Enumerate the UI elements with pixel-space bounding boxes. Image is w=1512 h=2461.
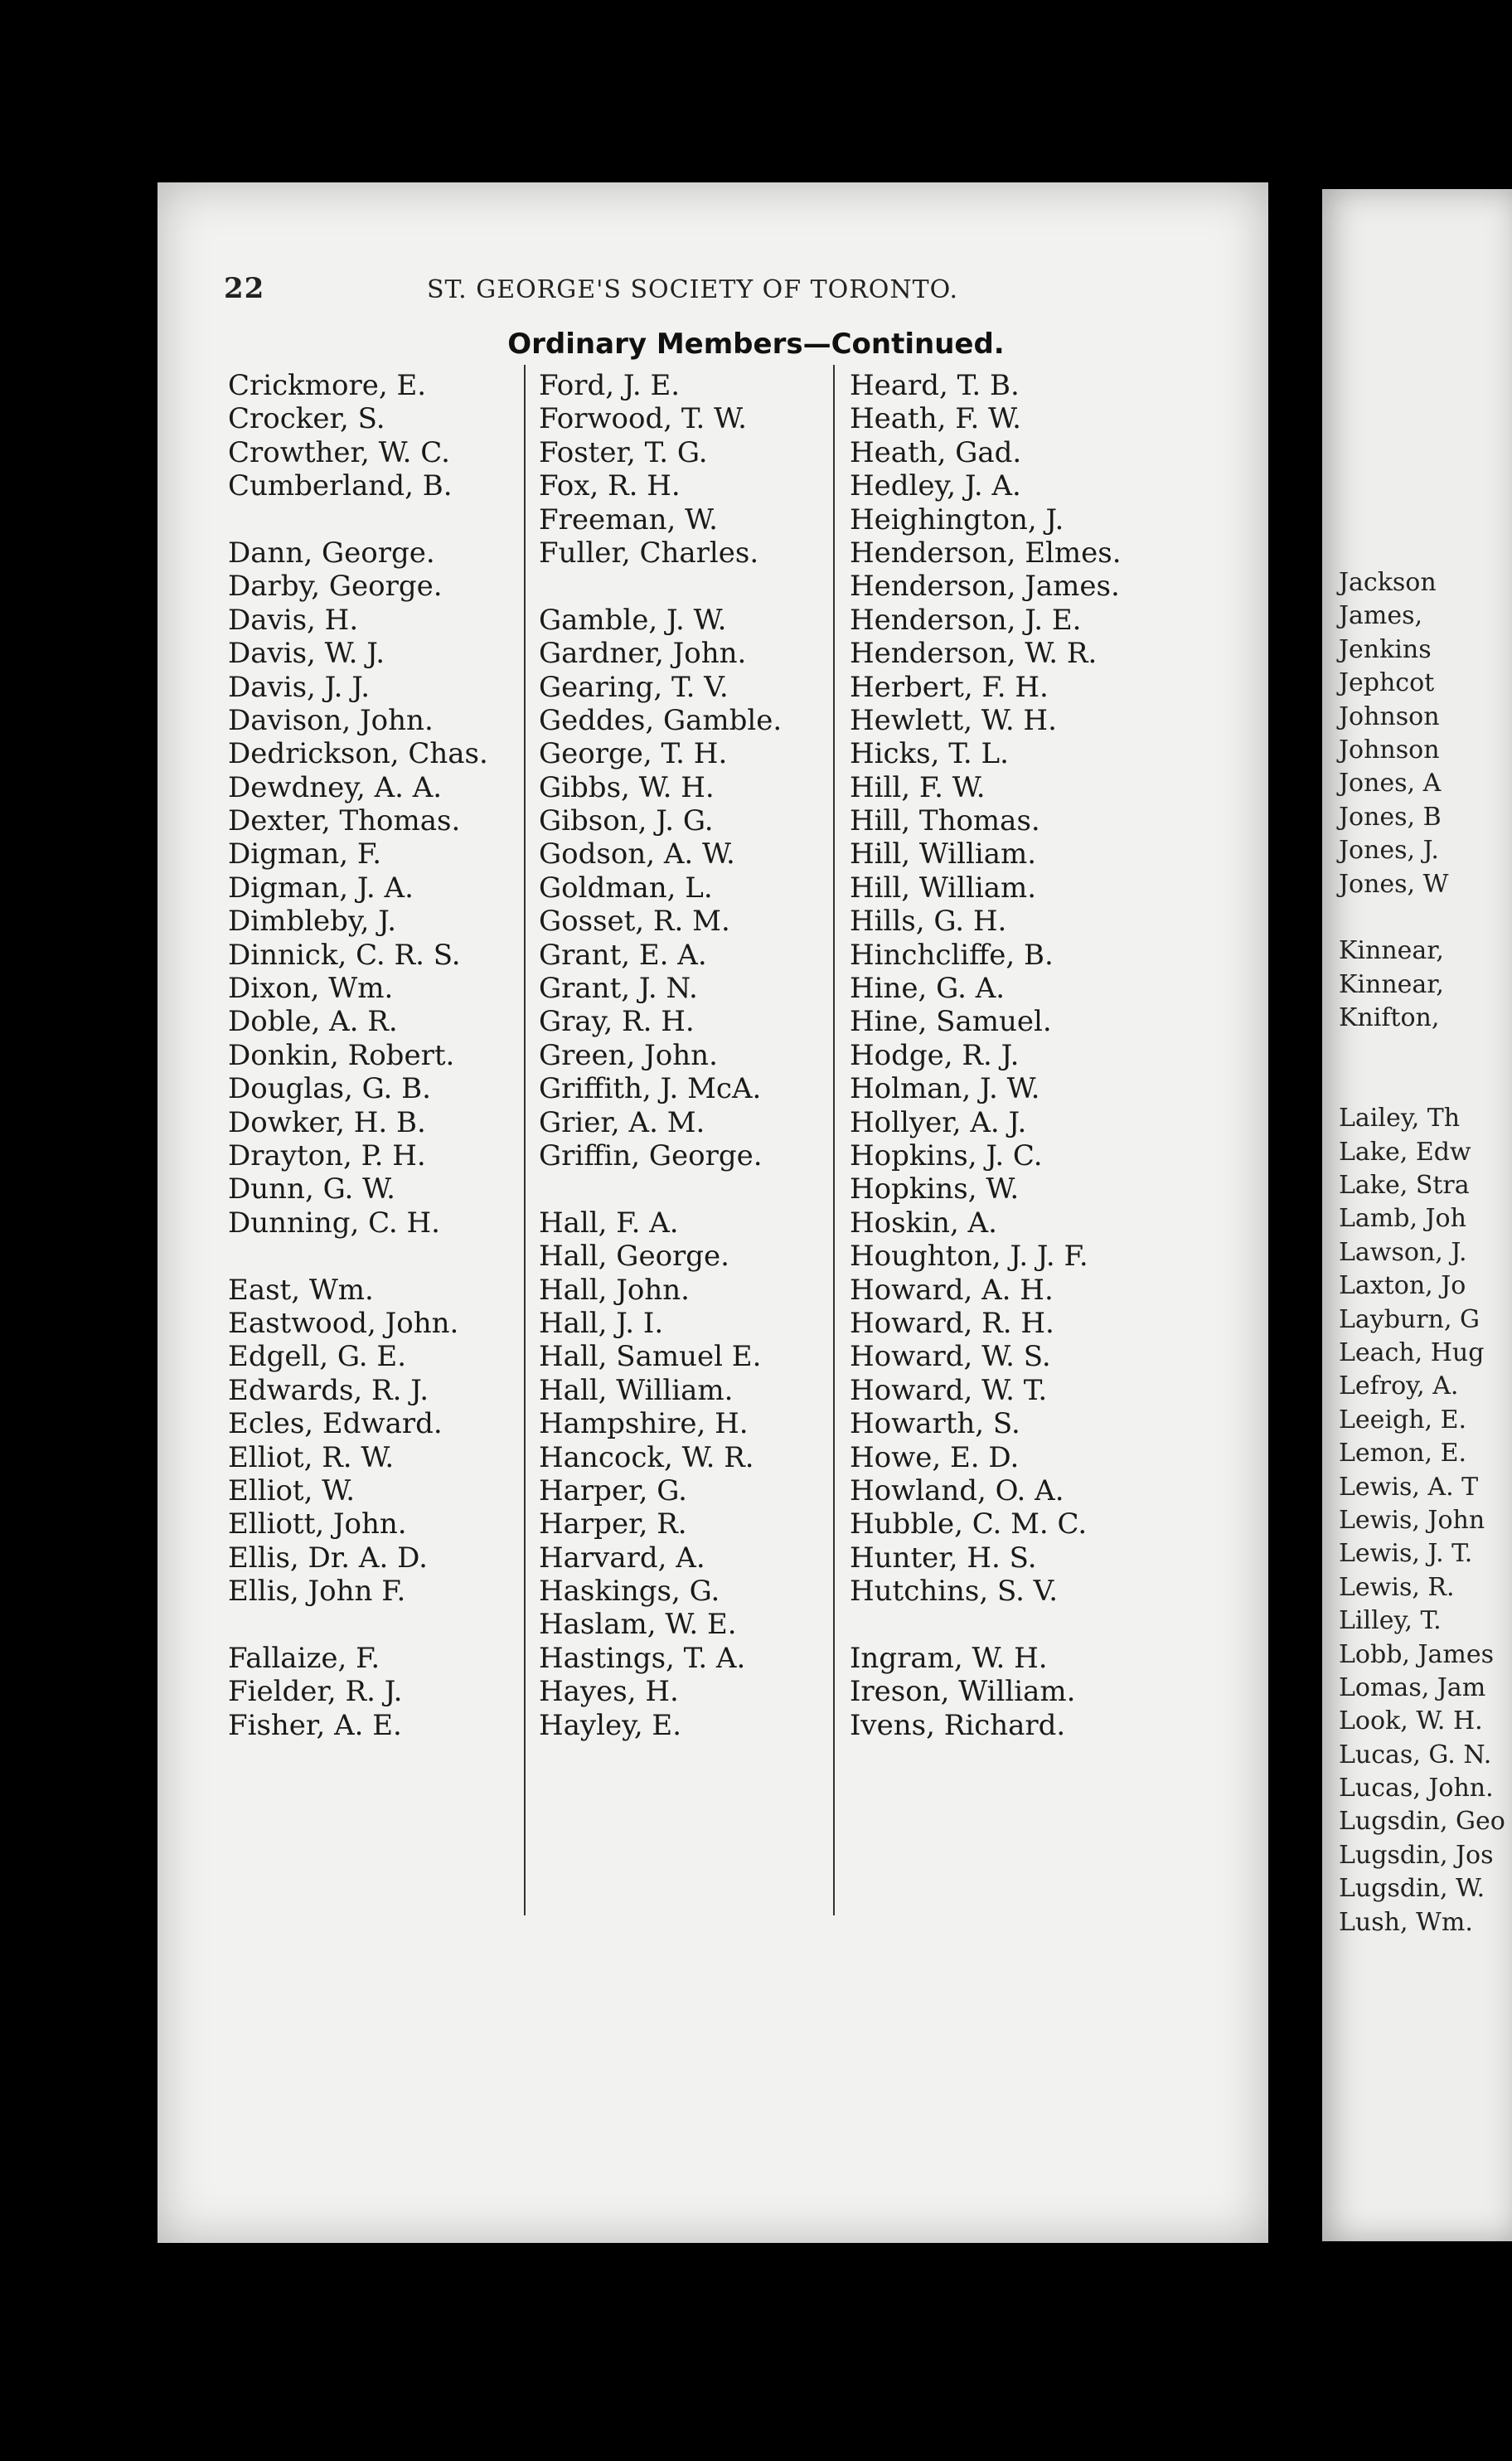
member-entry: Hayes, H. xyxy=(539,1675,679,1709)
member-entry: Leeigh, E. xyxy=(1339,1405,1467,1434)
member-entry: Doble, A. R. xyxy=(228,1005,398,1039)
member-entry: Gray, R. H. xyxy=(539,1005,695,1039)
member-entry: Gibbs, W. H. xyxy=(539,770,715,804)
member-entry: Grier, A. M. xyxy=(539,1105,705,1139)
member-entry: Cumberland, B. xyxy=(228,469,453,503)
member-entry: Forwood, T. W. xyxy=(539,402,747,436)
member-entry xyxy=(1339,1069,1505,1102)
column-4 xyxy=(1339,566,1505,1939)
member-entry: Jones, J. xyxy=(1339,836,1439,866)
member-entry: Hall, J. I. xyxy=(539,1306,664,1340)
member-entry: Look, W. H. xyxy=(1339,1706,1483,1736)
member-entry: Lake, Edw xyxy=(1339,1137,1471,1167)
member-entry xyxy=(1339,1035,1505,1068)
member-entry: Elliot, R. W. xyxy=(228,1440,395,1474)
member-entry: Howard, W. S. xyxy=(850,1340,1051,1374)
member-entry: Dunn, G. W. xyxy=(228,1172,395,1206)
member-entry: Ireson, William. xyxy=(850,1675,1076,1709)
member-entry: Dimbleby, J. xyxy=(228,905,397,939)
member-entry: Elliot, W. xyxy=(228,1473,355,1507)
member-entry: Hedley, J. A. xyxy=(850,469,1021,503)
member-entry: Hill, William. xyxy=(850,837,1037,871)
member-entry: Heard, T. B. xyxy=(850,369,1020,402)
member-entry: Hill, William. xyxy=(850,871,1037,905)
member-entry: Layburn, G xyxy=(1339,1304,1480,1334)
member-entry: Crowther, W. C. xyxy=(228,435,450,469)
member-entry: Hill, F. W. xyxy=(850,770,986,804)
member-entry: Davis, H. xyxy=(228,603,359,637)
member-entry: Darby, George. xyxy=(228,570,443,604)
member-entry: Kinnear, xyxy=(1339,969,1444,999)
member-entry: Lailey, Th xyxy=(1339,1104,1461,1133)
member-entry: Houghton, J. J. F. xyxy=(850,1240,1088,1274)
member-entry: Kinnear, xyxy=(1339,936,1444,966)
member-entry: Hewlett, W. H. xyxy=(850,703,1057,737)
member-entry xyxy=(1339,901,1505,934)
member-entry: Hall, Samuel E. xyxy=(539,1340,762,1374)
member-entry: Godson, A. W. xyxy=(539,837,735,871)
member-entry: Ecles, Edward. xyxy=(228,1407,443,1441)
member-entry: Hancock, W. R. xyxy=(539,1440,754,1474)
member-entry: Jones, B xyxy=(1339,802,1442,832)
member-entry: Douglas, G. B. xyxy=(228,1072,431,1106)
member-entry: Howard, R. H. xyxy=(850,1306,1054,1340)
member-entry: Eastwood, John. xyxy=(228,1306,459,1340)
member-entry: Davison, John. xyxy=(228,703,434,737)
member-entry xyxy=(850,1608,1122,1641)
member-entry: Hicks, T. L. xyxy=(850,737,1009,771)
right-page-fragment xyxy=(1322,189,1512,2241)
column-3 xyxy=(850,369,1122,1742)
member-entry: Hastings, T. A. xyxy=(539,1641,746,1675)
member-entry: Fallaize, F. xyxy=(228,1641,380,1675)
member-entry: Dowker, H. B. xyxy=(228,1105,426,1139)
member-entry: Dexter, Thomas. xyxy=(228,804,461,838)
member-entry: Davis, W. J. xyxy=(228,637,385,671)
member-entry: Hall, F. A. xyxy=(539,1206,679,1240)
member-entry xyxy=(228,503,488,536)
member-entry: Green, John. xyxy=(539,1038,718,1072)
member-entry: Howard, W. T. xyxy=(850,1373,1048,1407)
member-entry: Grant, E. A. xyxy=(539,938,707,972)
member-entry: Ellis, John F. xyxy=(228,1575,406,1609)
member-entry: Ellis, Dr. A. D. xyxy=(228,1541,428,1575)
member-entry: Elliott, John. xyxy=(228,1507,407,1541)
member-entry: Hine, Samuel. xyxy=(850,1005,1052,1039)
member-entry: Lemon, E. xyxy=(1339,1439,1467,1468)
member-entry: Hutchins, S. V. xyxy=(850,1575,1059,1609)
member-entry: Hall, William. xyxy=(539,1373,734,1407)
member-entry: Hill, Thomas. xyxy=(850,804,1040,838)
member-entry: Howarth, S. xyxy=(850,1407,1020,1441)
member-entry: Dann, George. xyxy=(228,536,435,570)
member-entry: Hall, John. xyxy=(539,1273,690,1307)
member-entry: Ingram, W. H. xyxy=(850,1641,1048,1675)
member-entry: Howland, O. A. xyxy=(850,1473,1064,1507)
member-entry: Jones, W xyxy=(1339,869,1449,899)
member-entry: Digman, J. A. xyxy=(228,871,414,905)
running-title: ST. GEORGE'S SOCIETY OF TORONTO. xyxy=(427,275,959,304)
member-entry: Edgell, G. E. xyxy=(228,1340,407,1374)
member-entry: Lucas, John. xyxy=(1339,1774,1494,1803)
member-entry: Griffith, J. McA. xyxy=(539,1072,762,1106)
member-entry: Fuller, Charles. xyxy=(539,536,759,570)
member-entry: Heath, F. W. xyxy=(850,402,1021,436)
member-entry: Dunning, C. H. xyxy=(228,1206,440,1240)
column-2 xyxy=(539,369,782,1742)
member-entry: Heath, Gad. xyxy=(850,435,1022,469)
member-entry: Haskings, G. xyxy=(539,1575,720,1609)
member-entry: Lucas, G. N. xyxy=(1339,1740,1492,1769)
member-entry: Lobb, James xyxy=(1339,1639,1494,1669)
member-entry: Ford, J. E. xyxy=(539,369,681,402)
member-entry: Crocker, S. xyxy=(228,402,385,436)
column-1 xyxy=(228,369,488,1742)
member-entry: Henderson, Elmes. xyxy=(850,536,1122,570)
member-entry: Henderson, W. R. xyxy=(850,637,1098,671)
member-entry: Laxton, Jo xyxy=(1339,1271,1466,1301)
member-entry: Lugsdin, W. xyxy=(1339,1874,1485,1904)
member-entry: Johnson xyxy=(1339,701,1440,731)
member-entry: Lewis, J. T. xyxy=(1339,1539,1473,1569)
member-entry: Crickmore, E. xyxy=(228,369,427,402)
member-entry: Hollyer, A. J. xyxy=(850,1105,1027,1139)
member-entry: Lefroy, A. xyxy=(1339,1371,1459,1401)
member-entry: Hodge, R. J. xyxy=(850,1038,1020,1072)
member-entry: Herbert, F. H. xyxy=(850,670,1049,704)
member-entry: Lake, Stra xyxy=(1339,1171,1470,1201)
member-entry xyxy=(228,1608,488,1641)
member-entry: Knifton, xyxy=(1339,1003,1440,1033)
member-entry: Haslam, W. E. xyxy=(539,1608,737,1642)
page-number: 22 xyxy=(224,272,265,305)
member-entry: Howe, E. D. xyxy=(850,1440,1020,1474)
member-entry: Hampshire, H. xyxy=(539,1407,749,1441)
member-entry: Gibson, J. G. xyxy=(539,804,714,838)
member-entry: Jephcot xyxy=(1339,668,1435,698)
member-entry: Harvard, A. xyxy=(539,1541,705,1575)
column-divider xyxy=(833,365,835,1915)
member-entry: Lilley, T. xyxy=(1339,1606,1442,1636)
member-entry: Fox, R. H. xyxy=(539,469,681,503)
member-entry: Fisher, A. E. xyxy=(228,1708,402,1742)
member-entry: Gearing, T. V. xyxy=(539,670,729,704)
member-entry: Drayton, P. H. xyxy=(228,1138,426,1172)
member-entry: East, Wm. xyxy=(228,1273,374,1307)
member-entry: Hinchcliffe, B. xyxy=(850,938,1054,972)
member-entry: Grant, J. N. xyxy=(539,972,698,1006)
member-entry: Foster, T. G. xyxy=(539,435,708,469)
member-entry: Hubble, C. M. C. xyxy=(850,1507,1088,1541)
member-entry: Digman, F. xyxy=(228,837,382,871)
member-entry: Henderson, J. E. xyxy=(850,603,1082,637)
member-entry: Gosset, R. M. xyxy=(539,905,730,939)
member-entry: Hoskin, A. xyxy=(850,1206,997,1240)
member-entry: Donkin, Robert. xyxy=(228,1038,455,1072)
member-entry: Hunter, H. S. xyxy=(850,1541,1037,1575)
member-entry: Dixon, Wm. xyxy=(228,972,394,1006)
member-entry: Ivens, Richard. xyxy=(850,1708,1066,1742)
member-entry: Lewis, R. xyxy=(1339,1572,1455,1602)
member-entry: Lawson, J. xyxy=(1339,1237,1467,1267)
member-entry: Heighington, J. xyxy=(850,502,1064,536)
member-entry: Hopkins, W. xyxy=(850,1172,1020,1206)
column-divider xyxy=(524,365,526,1915)
member-entry: Hayley, E. xyxy=(539,1708,682,1742)
member-entry: Dinnick, C. R. S. xyxy=(228,938,461,972)
member-entry: Hopkins, J. C. xyxy=(850,1138,1043,1172)
member-entry: Leach, Hug xyxy=(1339,1337,1485,1367)
member-entry: Gardner, John. xyxy=(539,637,747,671)
member-entry: Dedrickson, Chas. xyxy=(228,737,488,771)
member-entry: Johnson xyxy=(1339,735,1440,765)
member-entry: Lush, Wm. xyxy=(1339,1907,1473,1937)
member-entry: Harper, G. xyxy=(539,1473,687,1507)
member-entry: Howard, A. H. xyxy=(850,1273,1054,1307)
member-entry: Lomas, Jam xyxy=(1339,1672,1486,1702)
member-entry: Henderson, James. xyxy=(850,570,1120,604)
member-entry: Griffin, George. xyxy=(539,1138,763,1172)
member-entry: Jackson xyxy=(1339,568,1437,597)
member-entry: Lewis, John xyxy=(1339,1505,1485,1535)
member-entry xyxy=(539,1172,782,1206)
member-entry: Edwards, R. J. xyxy=(228,1373,429,1407)
member-entry: Fielder, R. J. xyxy=(228,1675,403,1709)
member-entry: Hall, George. xyxy=(539,1240,729,1274)
member-entry: George, T. H. xyxy=(539,737,728,771)
member-entry xyxy=(539,570,782,603)
section-title: Ordinary Members—Continued. xyxy=(507,328,1005,361)
member-entry xyxy=(228,1240,488,1273)
member-entry: James, xyxy=(1339,601,1423,631)
member-entry: Freeman, W. xyxy=(539,502,718,536)
member-entry: Lugsdin, Geo xyxy=(1339,1807,1505,1837)
member-entry: Jenkins xyxy=(1339,634,1432,664)
member-entry: Lamb, Joh xyxy=(1339,1204,1466,1234)
member-entry: Davis, J. J. xyxy=(228,670,371,704)
member-entry: Holman, J. W. xyxy=(850,1072,1040,1106)
member-entry: Dewdney, A. A. xyxy=(228,770,443,804)
member-entry: Gamble, J. W. xyxy=(539,603,727,637)
member-entry: Geddes, Gamble. xyxy=(539,703,783,737)
member-entry: Lugsdin, Jos xyxy=(1339,1840,1494,1870)
member-entry: Harper, R. xyxy=(539,1507,687,1541)
member-entry: Jones, A xyxy=(1339,769,1442,798)
member-entry: Hills, G. H. xyxy=(850,905,1007,939)
member-entry: Hine, G. A. xyxy=(850,972,1006,1006)
member-entry: Lewis, A. T xyxy=(1339,1472,1479,1502)
member-entry: Goldman, L. xyxy=(539,871,713,905)
